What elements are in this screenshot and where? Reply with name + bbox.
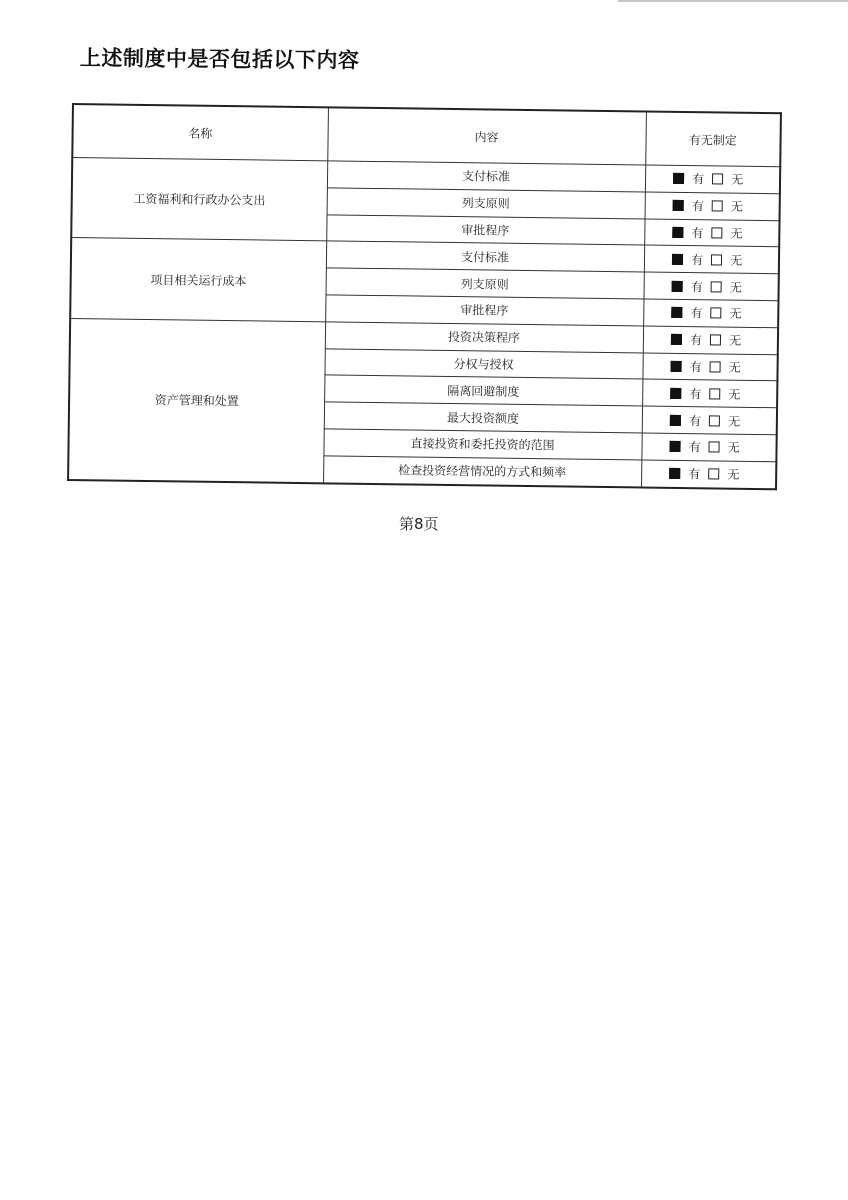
checkbox-no[interactable] bbox=[710, 308, 721, 319]
option-yes-label: 有 bbox=[688, 440, 701, 455]
status-cell bbox=[645, 192, 780, 221]
checkbox-yes[interactable] bbox=[672, 254, 683, 265]
content-cell: 审批程序 bbox=[325, 295, 643, 326]
status-cell bbox=[642, 353, 777, 382]
option-no-label: 无 bbox=[729, 333, 742, 348]
header-name: 名称 bbox=[72, 104, 328, 161]
option-no-label: 无 bbox=[730, 226, 743, 241]
option-no-label: 无 bbox=[728, 414, 741, 429]
status-cell bbox=[641, 460, 776, 489]
status-cell bbox=[642, 406, 777, 435]
option-no-label: 无 bbox=[729, 307, 742, 322]
table-body bbox=[68, 158, 780, 489]
option-yes-label: 有 bbox=[690, 333, 703, 348]
option-no-label: 无 bbox=[728, 387, 741, 402]
category-name-cell: 资产管理和处置 bbox=[68, 318, 325, 483]
checkbox-no[interactable] bbox=[709, 415, 720, 426]
checkbox-yes[interactable] bbox=[670, 388, 681, 399]
checkbox-yes[interactable] bbox=[672, 280, 683, 291]
option-yes-label: 有 bbox=[690, 306, 703, 321]
checkbox-yes[interactable] bbox=[673, 200, 684, 211]
checkbox-no[interactable] bbox=[712, 174, 723, 185]
option-yes-label: 有 bbox=[691, 226, 704, 241]
option-yes-label: 有 bbox=[690, 279, 703, 294]
checkbox-yes[interactable] bbox=[671, 361, 682, 372]
checkbox-yes[interactable] bbox=[671, 334, 682, 345]
header-status: 有无制定 bbox=[645, 112, 781, 167]
status-cell bbox=[643, 272, 778, 301]
category-name-cell: 工资福利和行政办公支出 bbox=[71, 158, 327, 242]
status-cell bbox=[644, 245, 779, 274]
option-yes-label: 有 bbox=[691, 199, 705, 214]
content-cell: 隔离回避制度 bbox=[324, 375, 642, 406]
policy-table-container bbox=[67, 103, 780, 490]
checkbox-no[interactable] bbox=[710, 335, 721, 346]
content-cell: 分权与授权 bbox=[324, 348, 642, 379]
status-cell bbox=[641, 433, 776, 462]
content-cell: 列支原则 bbox=[326, 268, 644, 299]
status-cell bbox=[643, 326, 778, 355]
checkbox-no[interactable] bbox=[711, 254, 722, 265]
table-header-row bbox=[72, 104, 781, 167]
checkbox-yes[interactable] bbox=[673, 227, 684, 238]
page-number: 第8页 bbox=[399, 515, 439, 533]
option-no-label: 无 bbox=[728, 360, 741, 375]
content-cell: 最大投资额度 bbox=[324, 402, 642, 433]
option-yes-label: 有 bbox=[691, 252, 704, 268]
option-no-label: 无 bbox=[729, 280, 743, 295]
category-name-cell: 项目相关运行成本 bbox=[70, 238, 326, 322]
content-cell: 直接投资和委托投资的范围 bbox=[323, 429, 641, 460]
checkbox-no[interactable] bbox=[709, 388, 720, 399]
option-no-label: 无 bbox=[731, 173, 744, 188]
checkbox-yes[interactable] bbox=[670, 441, 681, 452]
content-cell: 支付标准 bbox=[327, 161, 645, 192]
checkbox-yes[interactable] bbox=[673, 173, 684, 184]
checkbox-yes[interactable] bbox=[671, 307, 682, 318]
content-cell: 投资决策程序 bbox=[325, 322, 643, 353]
checkbox-no[interactable] bbox=[712, 227, 723, 238]
checkbox-yes[interactable] bbox=[669, 468, 680, 479]
content-cell: 审批程序 bbox=[326, 214, 644, 245]
status-cell bbox=[645, 165, 780, 194]
option-yes-label: 有 bbox=[689, 360, 702, 375]
checkbox-no[interactable] bbox=[709, 442, 720, 453]
scan-edge-line bbox=[618, 0, 848, 2]
option-yes-label: 有 bbox=[689, 386, 702, 402]
content-cell: 支付标准 bbox=[326, 241, 644, 272]
page-title: 上述制度中是否包括以下内容 bbox=[79, 46, 360, 73]
option-yes-label: 有 bbox=[688, 467, 701, 482]
status-cell bbox=[643, 299, 778, 328]
option-no-label: 无 bbox=[730, 253, 743, 268]
content-cell: 检查投资经营情况的方式和频率 bbox=[323, 456, 641, 487]
checkbox-no[interactable] bbox=[712, 201, 723, 212]
policy-table bbox=[67, 103, 782, 490]
content-cell: 列支原则 bbox=[327, 188, 645, 219]
checkbox-yes[interactable] bbox=[670, 414, 681, 425]
option-yes-label: 有 bbox=[692, 172, 705, 187]
option-no-label: 无 bbox=[727, 440, 740, 456]
option-yes-label: 有 bbox=[689, 413, 702, 428]
checkbox-no[interactable] bbox=[711, 281, 722, 292]
checkbox-no[interactable] bbox=[710, 361, 721, 372]
option-no-label: 无 bbox=[727, 467, 740, 482]
option-no-label: 无 bbox=[730, 199, 744, 214]
status-cell bbox=[642, 379, 777, 408]
checkbox-no[interactable] bbox=[708, 469, 719, 480]
status-cell bbox=[644, 219, 779, 248]
header-content: 内容 bbox=[327, 107, 646, 165]
